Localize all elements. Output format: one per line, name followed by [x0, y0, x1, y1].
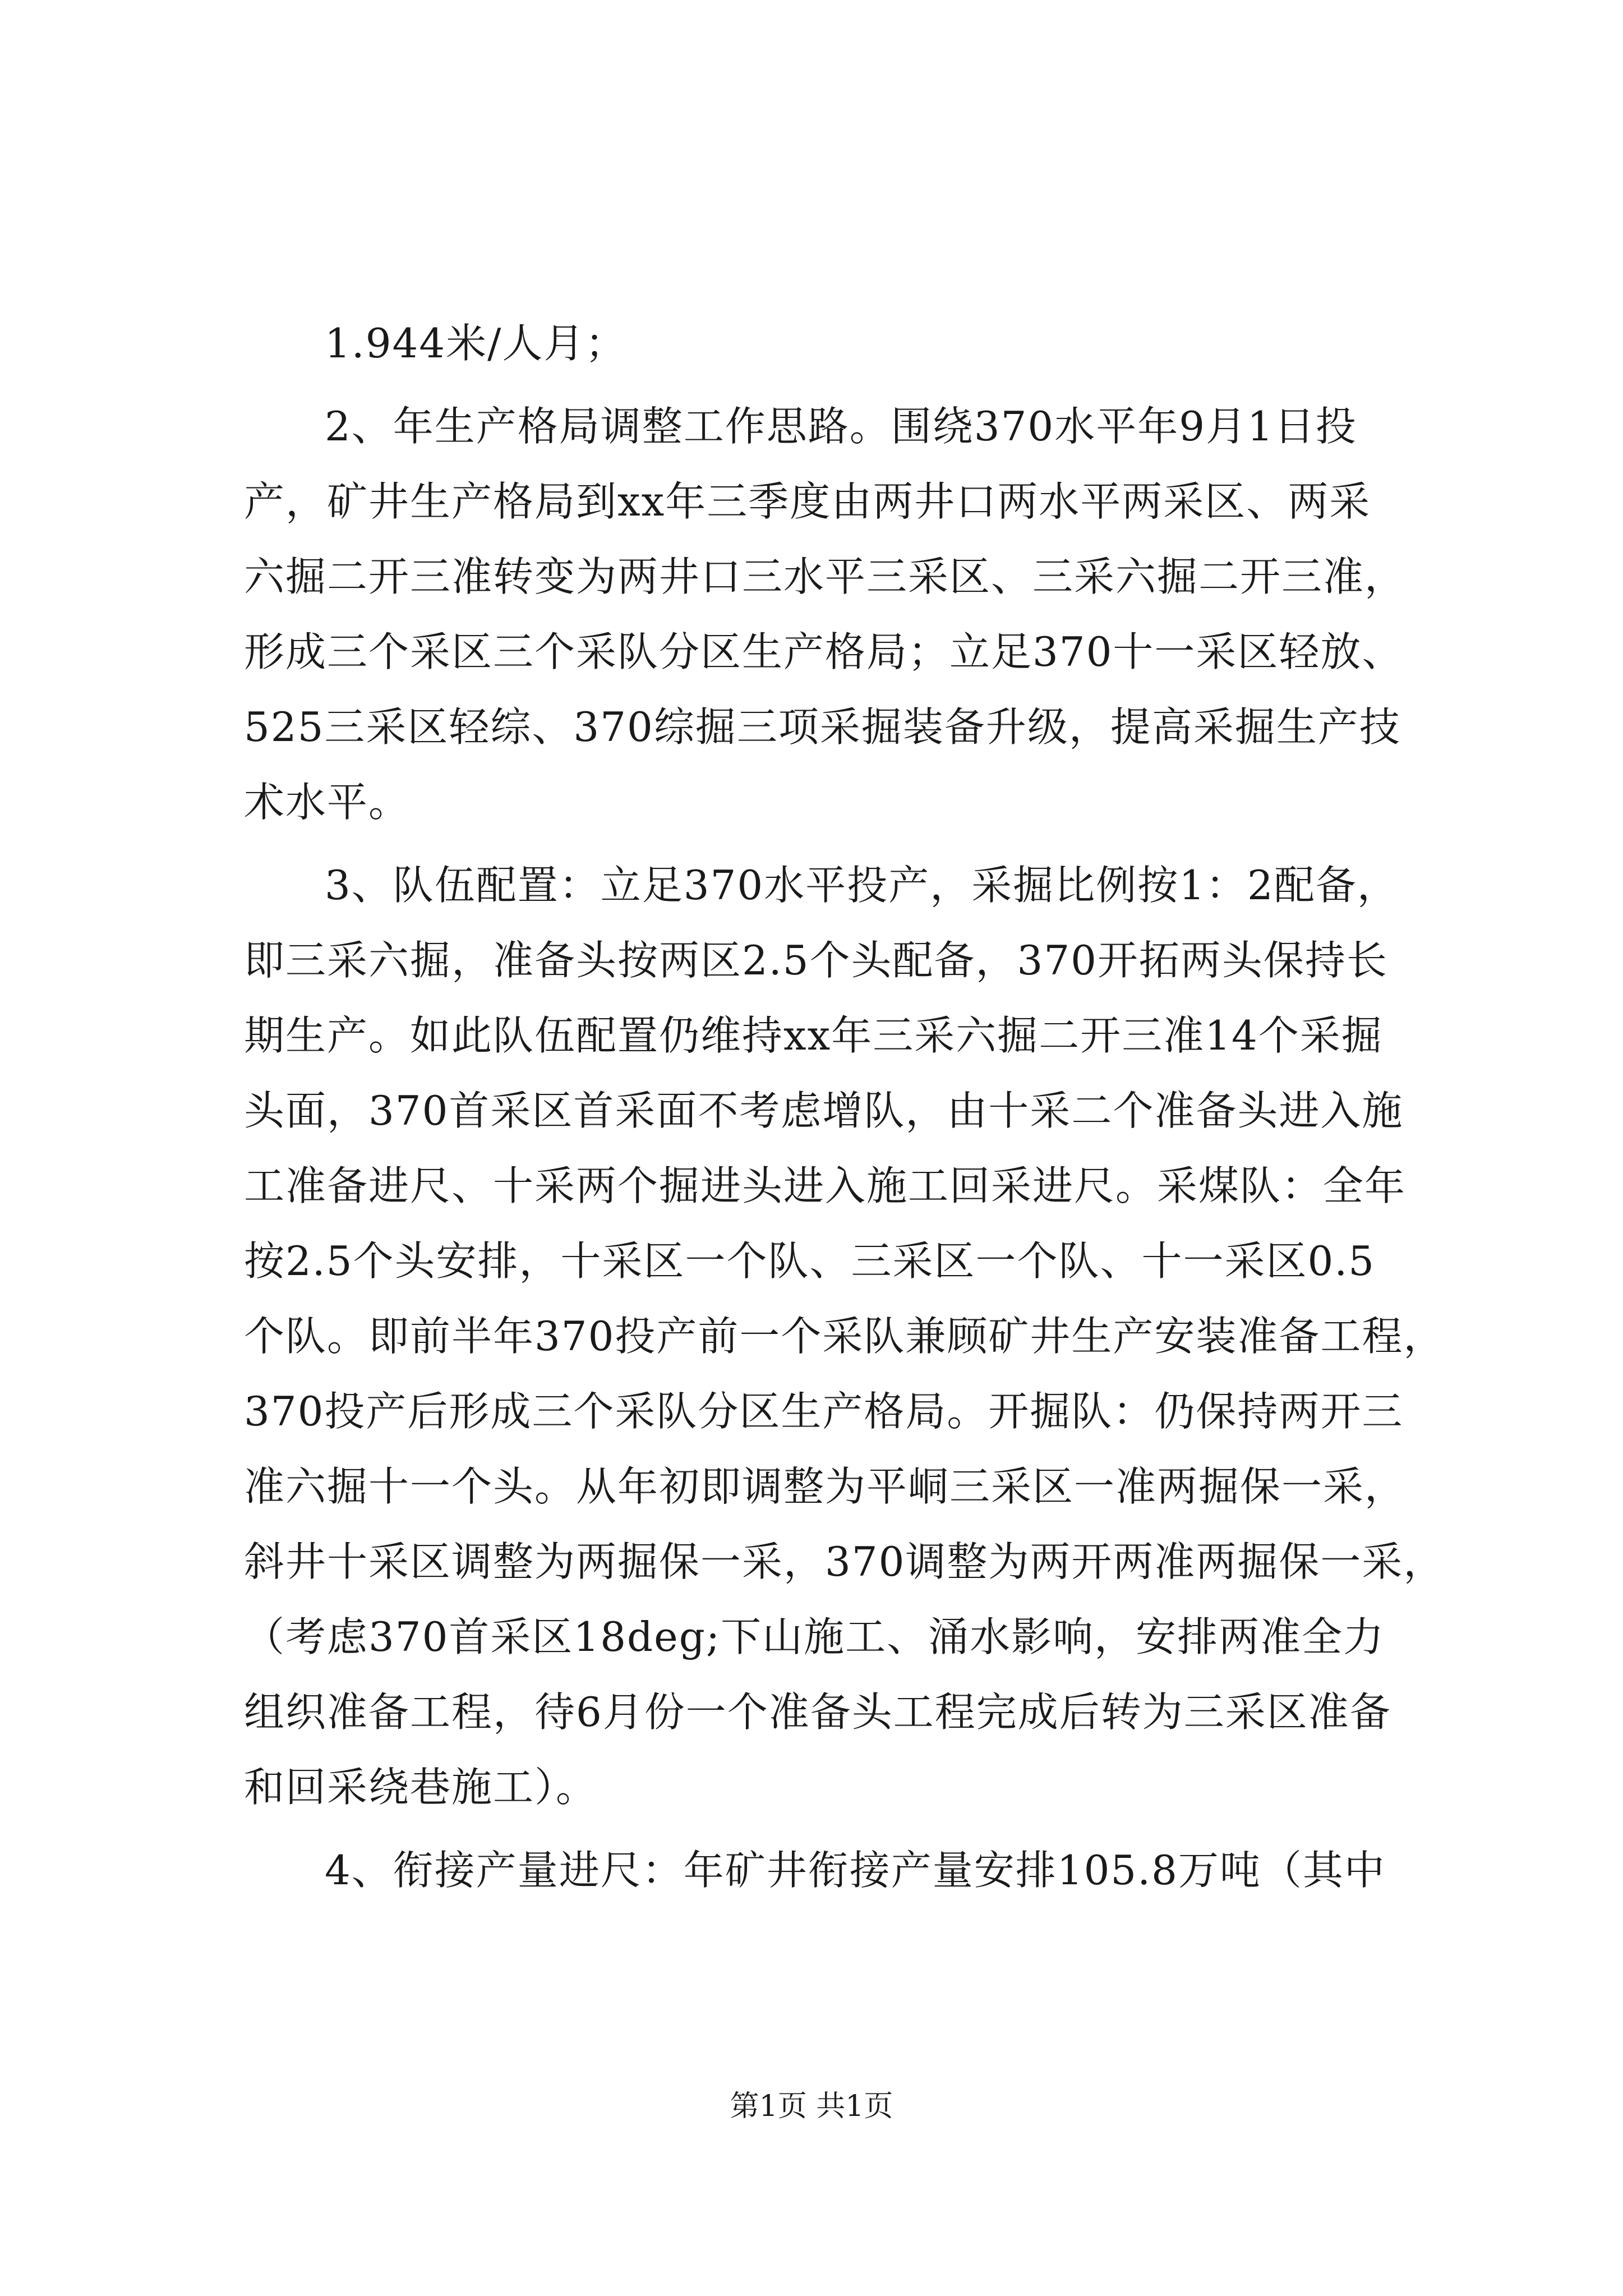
text-line: 370投产后形成三个采队分区生产格局。开掘队：仍保持两开三	[244, 1388, 1404, 1435]
paragraph	[244, 1833, 1416, 1908]
text-line: 按2.5个头安排，十采区一个队、三采区一个队、十一采区0.5	[244, 1237, 1376, 1285]
text-line: 3、队伍配置：立足370水平投产，采掘比例按1：2配备，	[325, 862, 1399, 909]
text-line: 形成三个采区三个采队分区生产格局；立足370十一采区轻放、	[244, 628, 1404, 675]
paragraph	[244, 848, 1445, 1825]
document-body	[244, 306, 1445, 1908]
paragraph	[244, 306, 1416, 381]
text-line: 产，矿井生产格局到xx年三季度由两井口两水平两采区、两采	[244, 478, 1371, 525]
page-footer	[0, 2087, 1623, 2126]
text-line: 和回采绕巷施工）。	[244, 1764, 598, 1811]
text-line: 2、年生产格局调整工作思路。围绕370水平年9月1日投	[325, 403, 1357, 450]
text-line: 期生产。如此队伍配置仍维持xx年三采六掘二开三准14个采掘	[244, 1012, 1383, 1059]
text-line: 六掘二开三准转变为两井口三水平三采区、三采六掘二开三准，	[244, 553, 1407, 600]
page-number-label: 第1页 共1页	[730, 2090, 893, 2123]
text-line: 即三采六掘，准备头按两区2.5个头配备，370开拓两头保持长	[244, 937, 1388, 984]
text-line: 斜井十采区调整为两掘保一采，370调整为两开两准两掘保一采，	[244, 1538, 1445, 1585]
text-line: 术水平。	[244, 779, 411, 826]
text-line: 4、衔接产量进尺：年矿井衔接产量安排105.8万吨（其中	[325, 1847, 1386, 1894]
text-line: 个队。即前半年370投产前一个采队兼顾矿井生产安装准备工程，	[244, 1313, 1445, 1360]
text-line: （考虑370首采区18deg;下山施工、涌水影响，安排两准全力	[244, 1613, 1385, 1660]
text-line: 准六掘十一个头。从年初即调整为平峒三采区一准两掘保一采，	[244, 1463, 1407, 1510]
text-line: 组织准备工程，待6月份一个准备头工程完成后转为三采区准备	[244, 1688, 1391, 1736]
text-line: 525三采区轻综、370综掘三项采掘装备升级，提高采掘生产技	[244, 703, 1401, 751]
text-line: 工准备进尺、十采两个掘进头进入施工回采进尺。采煤队：全年	[244, 1162, 1407, 1209]
text-line: 1.944米/人月；	[325, 320, 627, 367]
paragraph	[244, 389, 1416, 840]
text-line: 头面，370首采区首采面不考虑增队，由十采二个准备头进入施	[244, 1087, 1404, 1134]
